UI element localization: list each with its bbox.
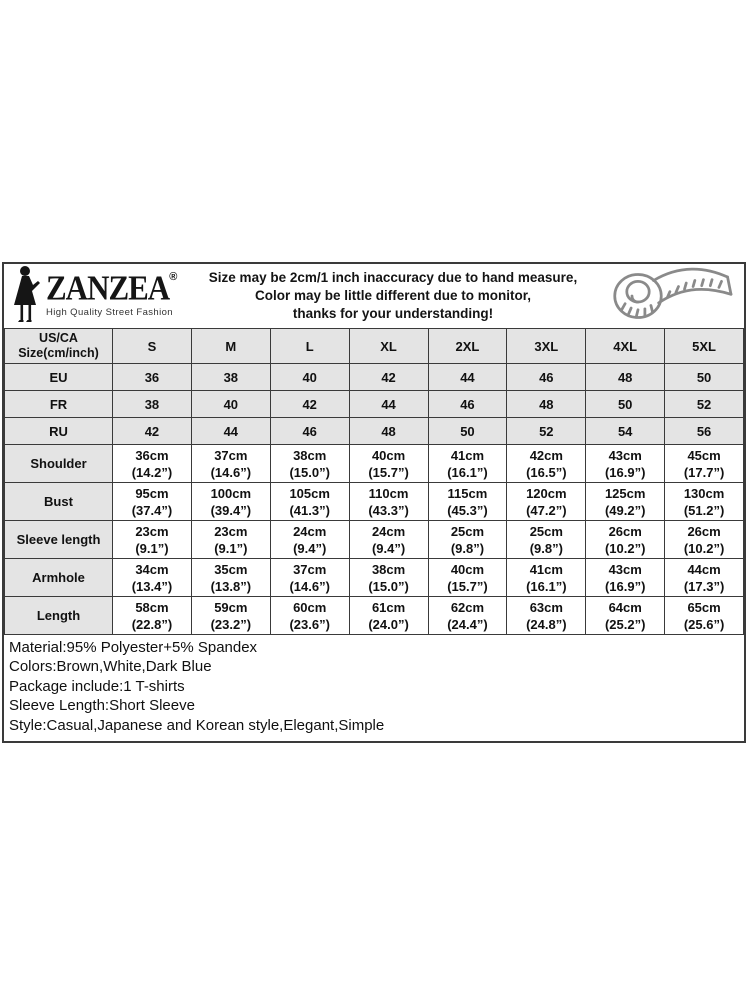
measurement-cell: 26cm (10.2”) [586,521,665,559]
size-value-cell: 50 [665,364,744,391]
measurement-cell: 45cm (17.7”) [665,445,744,483]
measurement-cell: 40cm (15.7”) [428,559,507,597]
row-label-cell: Shoulder [5,445,113,483]
brand-text [46,268,178,319]
table-row [5,391,744,418]
size-header-cell: 5XL [665,329,744,364]
measurement-cell: 120cm (47.2”) [507,483,586,521]
size-header-cell: 4XL [586,329,665,364]
measurement-cell: 41cm (16.1”) [428,445,507,483]
measurement-cell: 37cm (14.6”) [191,445,270,483]
size-header-cell: S [113,329,192,364]
measurement-cell: 61cm (24.0”) [349,597,428,635]
table-row [5,597,744,635]
measurement-cell: 65cm (25.6”) [665,597,744,635]
measurement-cell: 34cm (13.4”) [113,559,192,597]
measurement-cell: 43cm (16.9”) [586,445,665,483]
measurement-cell: 62cm (24.4”) [428,597,507,635]
table-row [5,521,744,559]
row-label-cell: Armhole [5,559,113,597]
size-value-cell: 42 [349,364,428,391]
size-value-cell: 42 [270,391,349,418]
measurement-cell: 43cm (16.9”) [586,559,665,597]
measurement-cell: 35cm (13.8”) [191,559,270,597]
size-value-cell: 38 [191,364,270,391]
brand-name: ZANZEA [46,268,170,308]
size-value-cell: 42 [113,418,192,445]
note-package: Package include:1 T-shirts [9,677,185,695]
size-value-cell: 46 [270,418,349,445]
note-colors: Colors:Brown,White,Dark Blue [9,658,212,676]
size-value-cell: 44 [428,364,507,391]
measurement-cell: 38cm (15.0”) [270,445,349,483]
disclaimer-line-3: thanks for your understanding! [292,306,494,321]
table-row [5,445,744,483]
fashion-woman-silhouette-icon [10,265,44,328]
product-notes [4,635,744,741]
note-style: Style:Casual,Japanese and Korean style,Elegant,Simple [9,716,385,734]
registered-mark: ® [169,271,178,284]
measurement-cell: 44cm (17.3”) [665,559,744,597]
size-value-cell: 36 [113,364,192,391]
size-table [4,328,744,635]
size-header-cell: 3XL [507,329,586,364]
measurement-cell: 24cm (9.4”) [270,521,349,559]
measurement-cell: 130cm (51.2”) [665,483,744,521]
row-label-cell: Length [5,597,113,635]
row-label-cell: FR [5,391,113,418]
brand-tagline: High Quality Street Fashion [46,307,173,319]
measurement-cell: 23cm (9.1”) [191,521,270,559]
brand-logo [4,265,192,328]
row-label-cell: EU [5,364,113,391]
measurement-cell: 105cm (41.3”) [270,483,349,521]
size-header-cell: M [191,329,270,364]
measurement-cell: 115cm (45.3”) [428,483,507,521]
note-sleeve-length: Sleeve Length:Short Sleeve [9,697,195,715]
size-value-cell: 50 [428,418,507,445]
measurement-cell: 110cm (43.3”) [349,483,428,521]
measurement-cell: 125cm (49.2”) [586,483,665,521]
row-label-cell: Sleeve length [5,521,113,559]
size-header-cell: 2XL [428,329,507,364]
disclaimer-line-2: Color may be little different due to monitor, [254,288,532,303]
size-value-cell: 44 [191,418,270,445]
corner-header-cell: US/CA Size(cm/inch) [5,329,113,364]
measurement-cell: 25cm (9.8”) [428,521,507,559]
size-header-cell: XL [349,329,428,364]
measurement-cell: 38cm (15.0”) [349,559,428,597]
table-row [5,418,744,445]
table-header-row [5,329,744,364]
row-label-cell: RU [5,418,113,445]
size-value-cell: 46 [507,364,586,391]
measurement-cell: 58cm (22.8”) [113,597,192,635]
measurement-cell: 23cm (9.1”) [113,521,192,559]
measurement-cell: 25cm (9.8”) [507,521,586,559]
size-value-cell: 56 [665,418,744,445]
measurement-cell: 40cm (15.7”) [349,445,428,483]
size-value-cell: 52 [665,391,744,418]
measurement-cell: 64cm (25.2”) [586,597,665,635]
measurement-cell: 60cm (23.6”) [270,597,349,635]
measurement-cell: 42cm (16.5”) [507,445,586,483]
size-value-cell: 54 [586,418,665,445]
size-header-cell: L [270,329,349,364]
measurement-cell: 24cm (9.4”) [349,521,428,559]
measurement-cell: 26cm (10.2”) [665,521,744,559]
size-value-cell: 40 [270,364,349,391]
measurement-cell: 59cm (23.2”) [191,597,270,635]
size-value-cell: 52 [507,418,586,445]
table-row [5,364,744,391]
size-chart-sheet [2,262,746,743]
size-value-cell: 48 [349,418,428,445]
measurement-cell: 63cm (24.8”) [507,597,586,635]
measurement-disclaimer [192,269,594,323]
measurement-cell: 95cm (37.4”) [113,483,192,521]
table-row [5,559,744,597]
size-value-cell: 48 [586,364,665,391]
row-label-cell: Bust [5,483,113,521]
size-value-cell: 50 [586,391,665,418]
disclaimer-line-1: Size may be 2cm/1 inch inaccuracy due to hand measure, [208,270,578,285]
measurement-cell: 37cm (14.6”) [270,559,349,597]
measurement-cell: 100cm (39.4”) [191,483,270,521]
measurement-cell: 36cm (14.2”) [113,445,192,483]
size-value-cell: 48 [507,391,586,418]
size-value-cell: 46 [428,391,507,418]
measuring-tape-icon [594,265,744,327]
size-value-cell: 44 [349,391,428,418]
table-row [5,483,744,521]
size-value-cell: 40 [191,391,270,418]
note-material: Material:95% Polyester+5% Spandex [9,639,258,656]
header-band [4,264,744,328]
measurement-cell: 41cm (16.1”) [507,559,586,597]
size-value-cell: 38 [113,391,192,418]
